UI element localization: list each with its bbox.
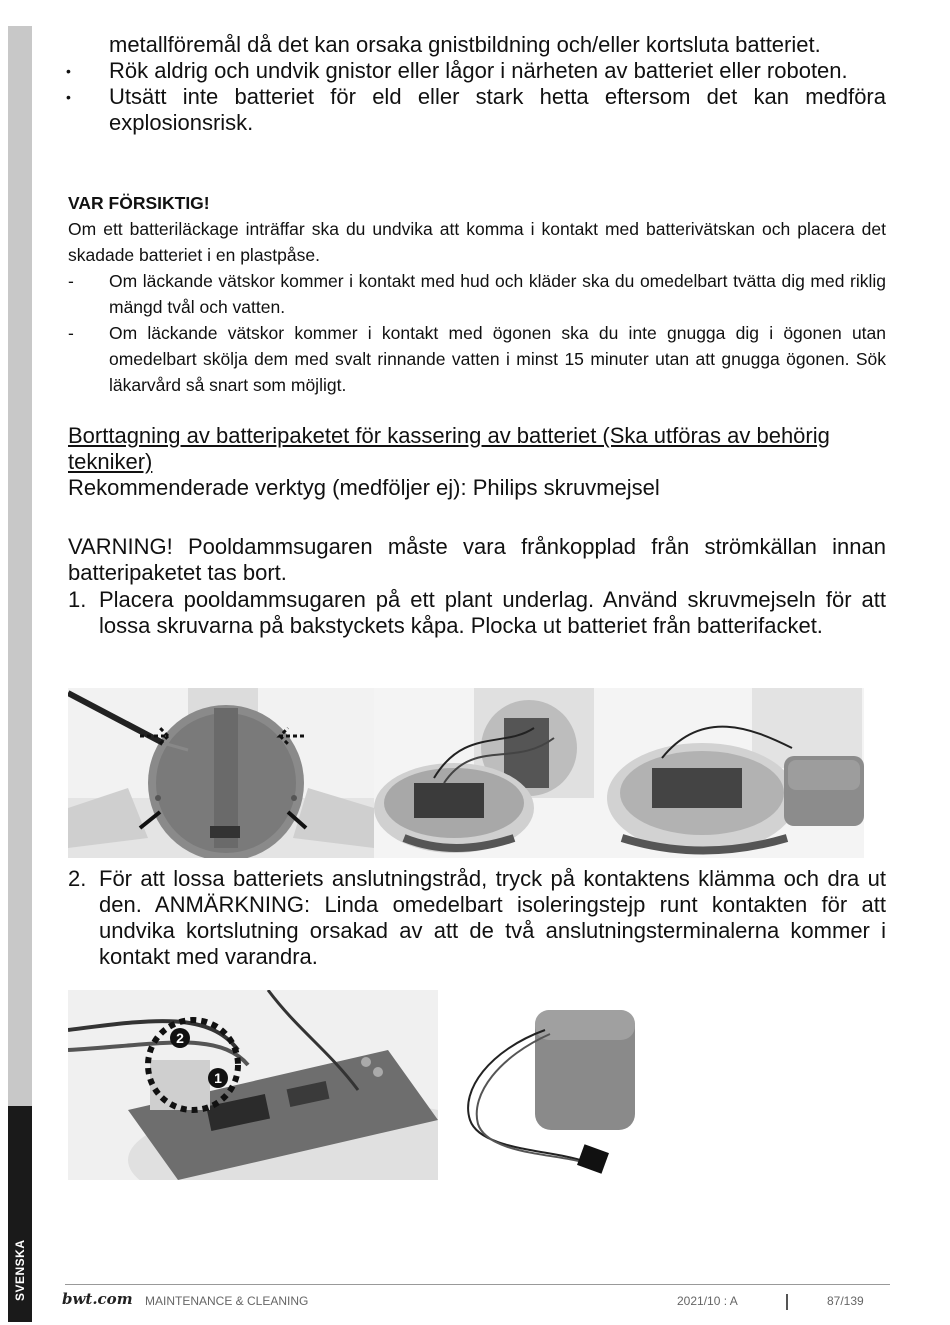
step-1 <box>68 587 886 639</box>
language-tab-label: SVENSKA <box>13 1239 27 1301</box>
footer-divider <box>786 1294 788 1310</box>
photo-back-cover-screws <box>68 688 374 858</box>
caution-item-text: Om läckande vätskor kommer i kontakt med hud och kläder ska du omedelbart tvätta dig med riklig mängd tvål och vatten. <box>109 271 886 317</box>
photo-battery-pack <box>450 990 640 1180</box>
step-number: 1. <box>68 587 87 612</box>
removal-section <box>68 423 848 501</box>
caution-item <box>68 268 886 320</box>
safety-top-block <box>68 32 886 136</box>
caution-item-text: Om läckande vätskor kommer i kontakt med ögonen ska du inte gnugga dig i ögonen utan omedelbart skölja dem med svalt rinnande vatten i minst 15 minuter utan att gnugga ögonen. Sök läkarvård så snart som möjligt. <box>109 323 886 395</box>
removal-heading: Borttagning av batteripaketet för kassering av batteriet (Ska utföras av behörig tekniker) <box>68 423 830 474</box>
bullet-icon: • <box>66 63 71 79</box>
page-footer <box>65 1284 890 1319</box>
photo-connector-clip <box>68 990 438 1180</box>
footer-version: 2021/10 : A <box>677 1294 738 1308</box>
photo-opened-cover <box>374 688 602 858</box>
side-margin-bar <box>8 26 32 1106</box>
caution-title: VAR FÖRSIKTIG! <box>68 193 210 213</box>
photo-battery-removed <box>602 688 864 858</box>
dash-marker: - <box>68 323 74 343</box>
caution-item <box>68 320 886 398</box>
caution-block <box>68 190 886 398</box>
step-number: 2. <box>68 866 87 891</box>
warning-text: VARNING! Pooldammsugaren måste vara frånkopplad från strömkällan innan batteripaketet tas bort. <box>68 534 886 585</box>
callout-number: 1 <box>214 1070 222 1086</box>
footer-page-number: 87/139 <box>827 1294 864 1308</box>
step-2 <box>68 866 886 970</box>
bullet-icon: • <box>66 89 71 105</box>
footer-section: MAINTENANCE & CLEANING <box>145 1294 309 1308</box>
callout-number: 2 <box>176 1030 184 1046</box>
tools-line: Rekommenderade verktyg (medföljer ej): Philips skruvmejsel <box>68 475 660 500</box>
caution-intro: Om ett batteriläckage inträffar ska du undvika att komma i kontakt med batterivätskan och placera det skadade batteriet i en plastpåse. <box>68 219 886 265</box>
step-text: För att lossa batteriets anslutningstråd, tryck på kontaktens klämma och dra ut den. ANMÄRKNING: Linda omedelbart isoleringstejp runt kontakten för att undvika kortslutning orsakad av att de två anslutningsterminalerna kommer i kontakt med varandra. <box>99 866 886 969</box>
bullet-item <box>68 84 886 136</box>
dash-marker: - <box>68 271 74 291</box>
bullet-text: Utsätt inte batteriet för eld eller stark hetta eftersom det kan medföra explosionsrisk. <box>109 84 886 135</box>
step-text: Placera pooldammsugaren på ett plant underlag. Använd skruvmejseln för att lossa skruvarna på bakstyckets kåpa. Plocka ut batteriet från batterifacket. <box>99 587 886 638</box>
bullet-item <box>68 58 886 84</box>
continuation-text: metallföremål då det kan orsaka gnistbildning och/eller kortsluta batteriet. <box>109 32 821 57</box>
bullet-text: Rök aldrig och undvik gnistor eller lågor i närheten av batteriet eller roboten. <box>109 58 848 83</box>
brand-logo: bwt.com <box>62 1290 133 1308</box>
